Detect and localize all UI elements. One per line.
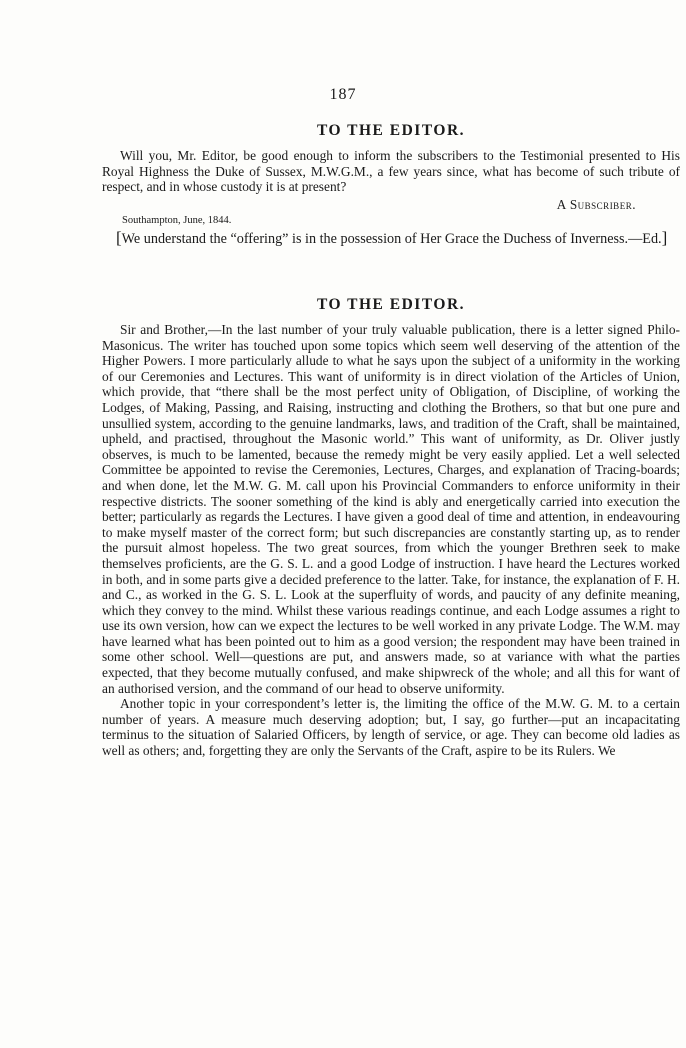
editor-note-text: We understand the “offering” is in the possession of Her Grace the Duchess of Inverness.—Ed. bbox=[121, 230, 662, 247]
letter-one-dateline: Southampton, June, 1844. bbox=[122, 214, 232, 226]
letter-one-body: Will you, Mr. Editor, be good enough to inform the subscribers to the Testimonial presented to His Royal Highness the Duke of Sussex, M.W.G.M., a few years since, what has become of such tribute of respect, and in whose custody it is at present? bbox=[102, 148, 680, 195]
letter-one bbox=[102, 122, 680, 247]
open-bracket: [ bbox=[116, 227, 122, 247]
letter-one-signature: A Subscriber. bbox=[556, 196, 636, 212]
letter-two-paragraph-one: Sir and Brother,—In the last number of your truly valuable publication, there is a letter signed Philo-Masonicus. The writer has touched upon some topics which seem well deserving of the attention of the Higher Powers. I more particularly allude to what he says upon the subject of a uniformity in the working of our Ceremonies and Lectures. This want of uniformity is in direct violation of the Articles of Union, which provide, that “there shall be the most perfect unity of Obligation, of Discipline, of working the Lodges, of Making, Passing, and Raising, instructing and clothing the Brothers, so that but one pure and unsullied system, according to the genuine landmarks, laws, and tradition of the Craft, shall be maintained, upheld, and practised, throughout the Masonic world.” This want of uniformity, as Dr. Oliver justly observes, is much to be lamented, because the remedy might be very easily applied. Let a well selected Committee be appointed to revise the Ceremonies, Lectures, Charges, and explanation of Tracing-boards; and when done, let the M.W. G. M. call upon his Provincial Commanders to enforce uniformity in their respective districts. The sooner something of the kind is ably and energetically carried into execution the better; particularly as regards the Lectures. I have given a good deal of time and attention, in endeavouring to make myself master of the correct form; but such discrepancies are constantly starting up, as to render the pursuit almost hopeless. The two great sources, from which the younger Brethren seek to make themselves proficients, are the G. S. L. and a good Lodge of instruction. I have heard the Lectures worked in both, and in some parts give a decided preference to the latter. Take, for instance, the explanation of F. H. and C., as worked in the G. S. L. Look at the superfluity of words, and paucity of any definite meaning, which they convey to the mind. Whilst these various readings continue, and each Lodge assumes a right to use its own version, how can we expect the lectures to be well worked in any private Lodge. The W.M. may have learned what has been pointed out to him as a good version; the respondent may have been trained in some other school. Well—questions are put, and answers made, so at variance with what the parties expected, that they become mutually confused, and make shipwreck of the whole; and all this for want of an authorised version, and the command of our head to observe uniformity. bbox=[102, 322, 680, 696]
page-number: 187 bbox=[329, 86, 357, 103]
letter-two-heading: TO THE EDITOR. bbox=[316, 296, 466, 313]
letter-one-heading: TO THE EDITOR. bbox=[316, 122, 466, 139]
letter-two-paragraph-two: Another topic in your correspondent’s letter is, the limiting the office of the M.W. G. M. to a certain number of years. A measure much deserving adoption; but, I say, go further—put an incapacitating terminus to the situation of Salaried Officers, by length of service, or age. They can become old ladies as well as others; and, forgetting they are only the Servants of the Craft, aspire to be its Rulers. We bbox=[102, 696, 680, 759]
close-bracket: ] bbox=[661, 227, 668, 247]
letter-two bbox=[102, 296, 680, 759]
editor-note bbox=[102, 227, 680, 248]
